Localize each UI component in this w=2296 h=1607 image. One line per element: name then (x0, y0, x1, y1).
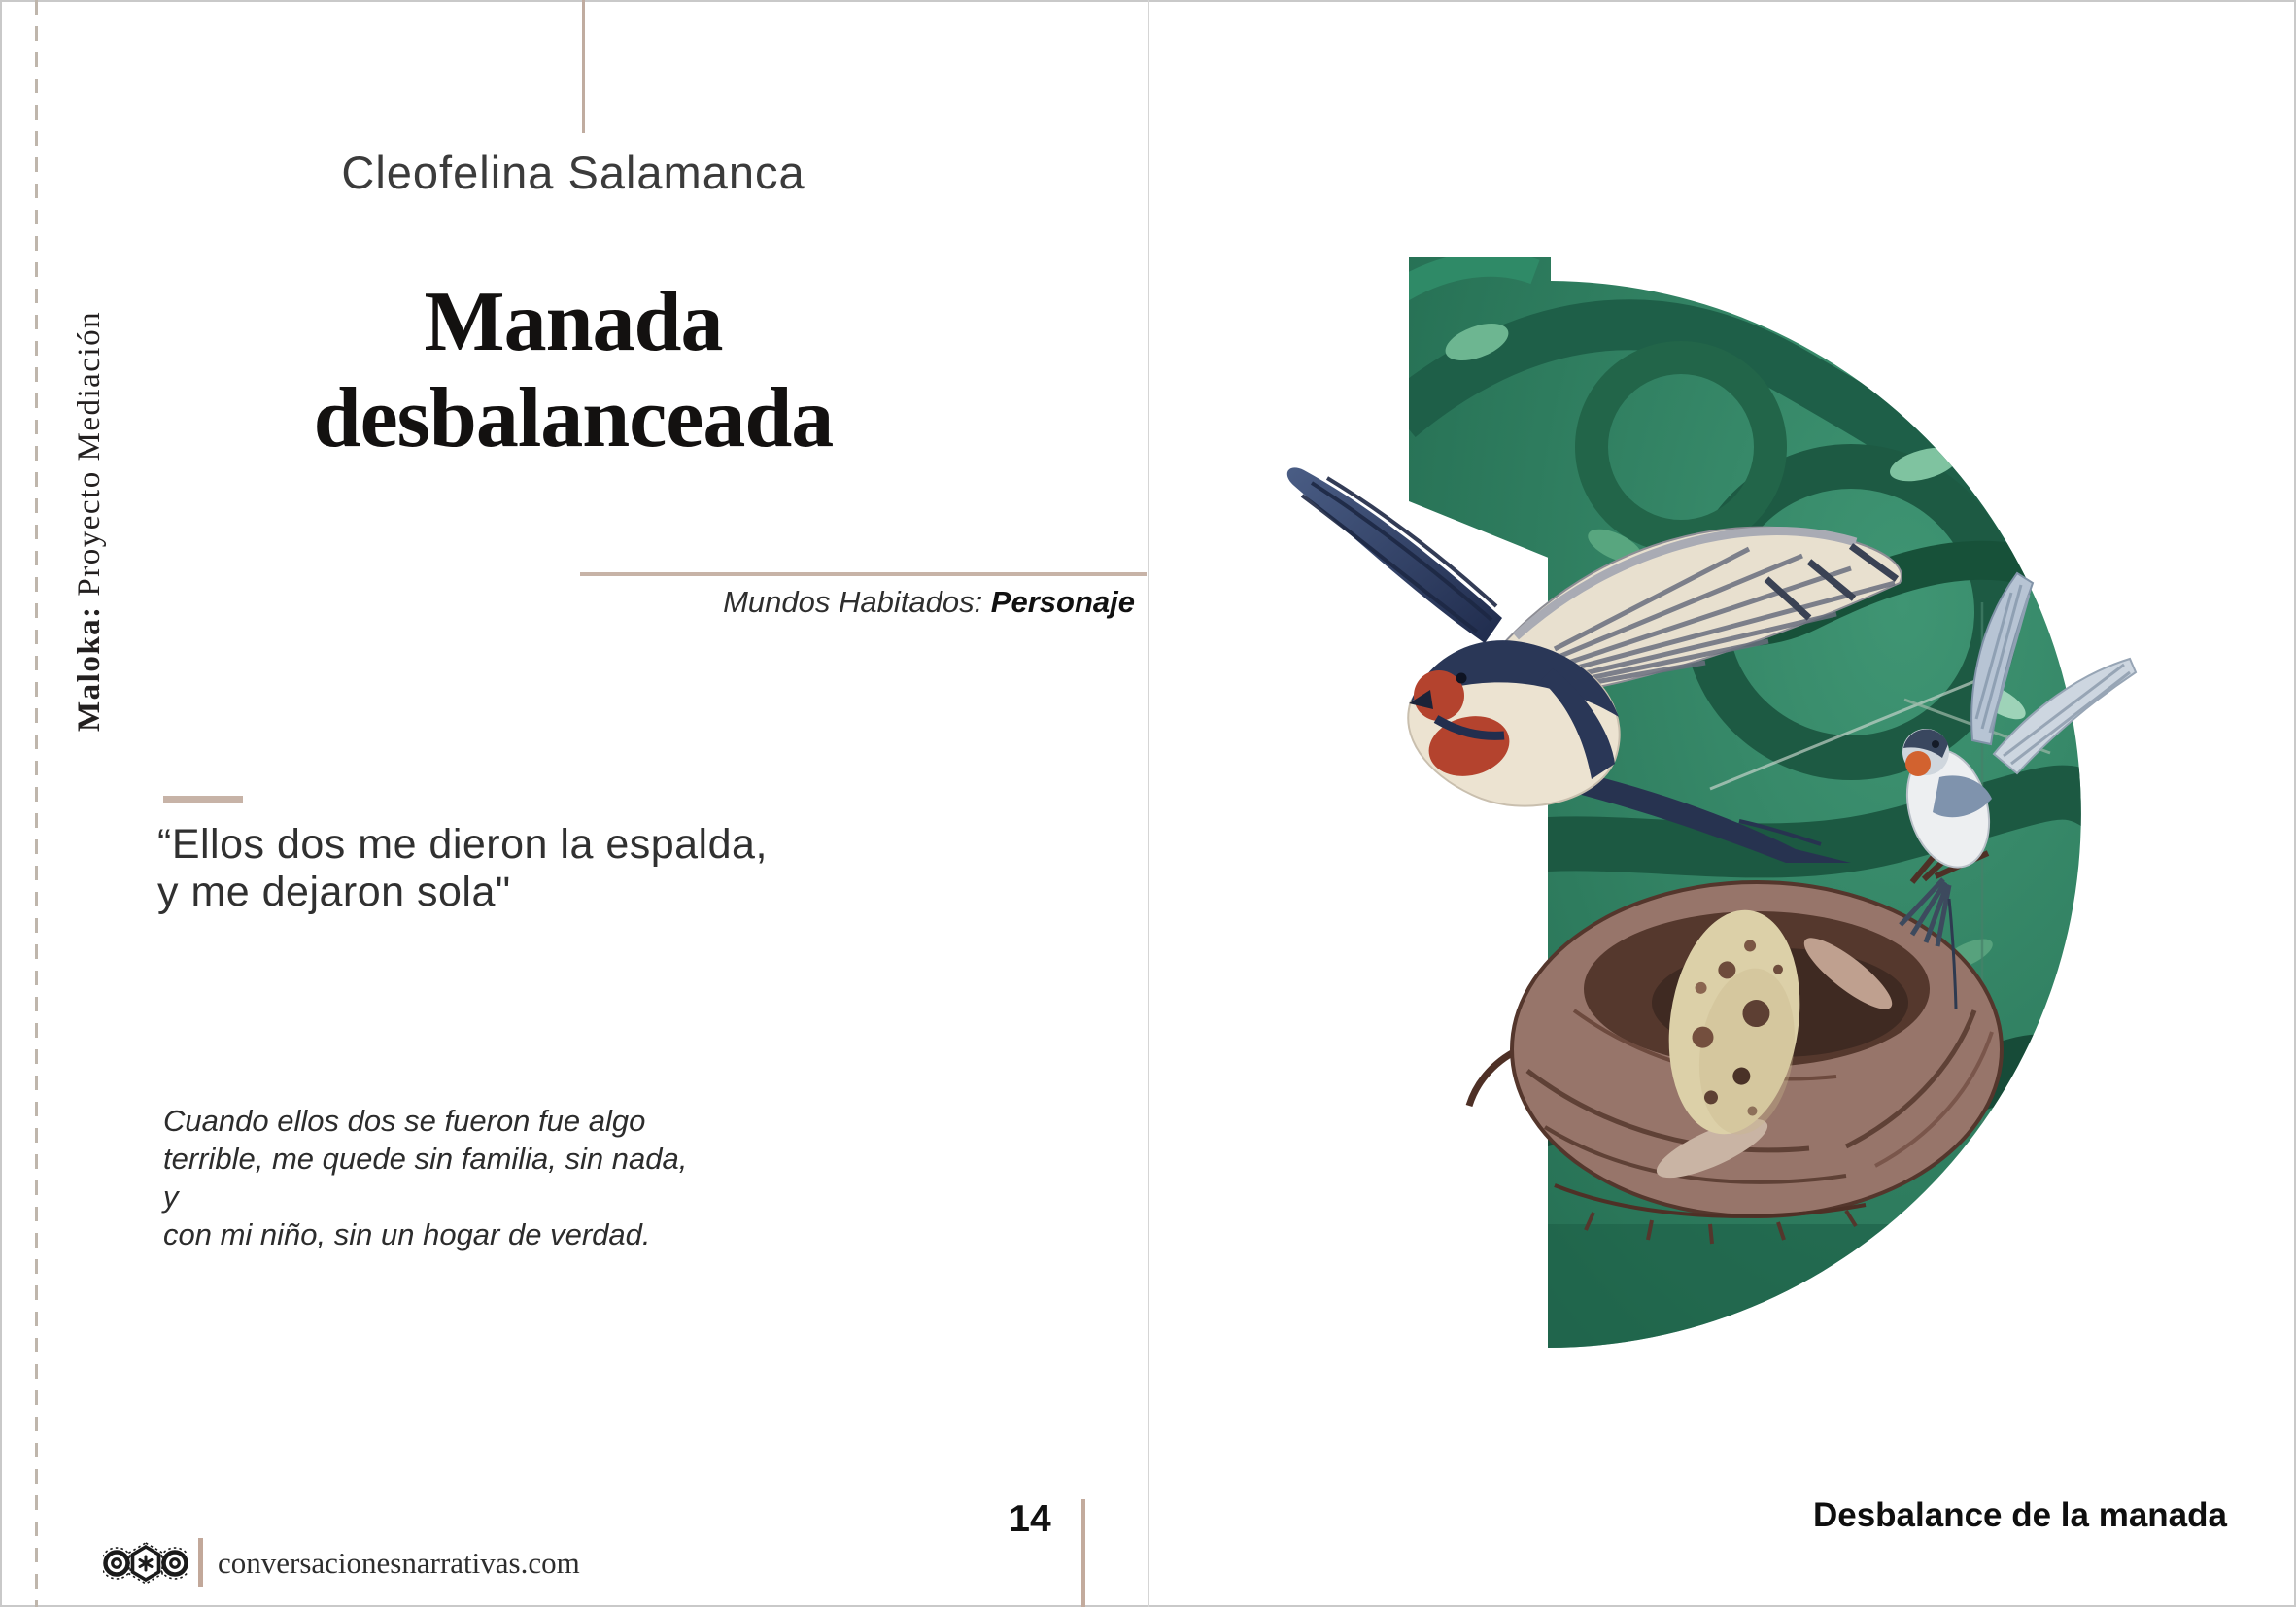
logo-hexagon-icon (129, 1543, 162, 1584)
section-kicker (408, 585, 1135, 620)
collage-illustration (1148, 0, 2296, 1607)
quote-accent-dash (163, 796, 243, 804)
body-paragraph (163, 1102, 707, 1253)
pull-quote (157, 821, 779, 916)
author-name: Cleofelina Salamanca (341, 147, 805, 198)
spine-label-bold: Maloka: (72, 605, 107, 732)
kicker-prefix: Mundos Habitados: (723, 585, 991, 619)
kicker-emphasis: Personaje (990, 585, 1135, 619)
left-dashed-rule (35, 0, 38, 1607)
article-title (136, 274, 1011, 466)
pull-quote-line-2: y me dejaron sola" (157, 869, 511, 915)
paragraph-line-1: Cuando ellos dos se fueron fue algo (163, 1104, 646, 1138)
kicker-accent-rule (580, 572, 1147, 576)
logo-ring-right-icon (159, 1548, 188, 1579)
footer-separator-bar (198, 1538, 203, 1587)
paragraph-line-2: terrible, me quede sin familia, sin nada, y (163, 1142, 688, 1214)
illustration-caption: Desbalance de la manada (1812, 1496, 2227, 1534)
logo-ring-left-icon (103, 1548, 132, 1579)
top-accent-rule (582, 0, 585, 133)
spine-label-rest: Proyecto Mediación (72, 310, 107, 606)
brand-logo-icon (103, 1540, 188, 1587)
spine-label (72, 173, 117, 732)
page-number: 14 (1009, 1498, 1051, 1540)
title-line-1: Manada (424, 275, 723, 369)
page-number-rule (1081, 1499, 1085, 1607)
paragraph-line-3: con mi niño, sin un hogar de verdad. (163, 1217, 651, 1251)
footer-website: conversacionesnarrativas.com (218, 1546, 580, 1580)
pull-quote-line-1: “Ellos dos me dieron la espalda, (157, 821, 768, 868)
title-line-2: desbalanceada (313, 371, 834, 465)
